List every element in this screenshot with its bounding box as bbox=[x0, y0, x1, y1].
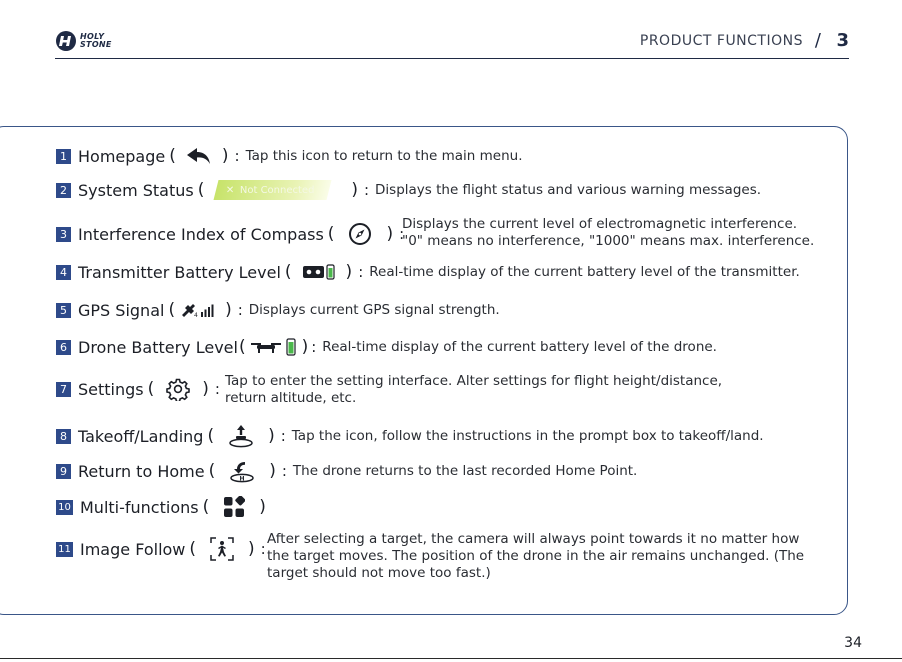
item-label: Drone Battery Level bbox=[78, 337, 238, 357]
close-paren: ) bbox=[345, 262, 353, 282]
item-compass-interference bbox=[56, 222, 410, 246]
close-paren: ) bbox=[351, 180, 358, 200]
x-icon: ✕ bbox=[226, 184, 235, 196]
item-description: Displays current GPS signal strength. bbox=[248, 301, 500, 318]
compass-icon bbox=[348, 222, 372, 246]
item-number: 7 bbox=[56, 382, 71, 397]
footer-divider bbox=[0, 658, 902, 659]
item-image-follow bbox=[56, 537, 272, 561]
close-paren: ) bbox=[221, 146, 229, 166]
logo-line1: HOLY bbox=[80, 32, 105, 41]
item-number: 2 bbox=[56, 183, 71, 198]
chapter-number: 3 bbox=[836, 30, 849, 51]
item-gps-signal bbox=[56, 300, 500, 320]
close-paren: ) bbox=[386, 224, 394, 244]
item-number: 11 bbox=[56, 542, 73, 557]
colon: : bbox=[280, 427, 286, 445]
item-number: 6 bbox=[56, 340, 71, 355]
open-paren: ( bbox=[327, 224, 335, 244]
close-paren: ) bbox=[259, 497, 266, 517]
description-line: Tap to enter the setting interface. Alter settings for flight height/distance, bbox=[225, 373, 723, 389]
item-homepage bbox=[56, 146, 523, 166]
compass-description bbox=[402, 216, 814, 250]
colon: : bbox=[311, 338, 317, 356]
image-follow-description bbox=[267, 531, 804, 582]
svg-text:H: H bbox=[239, 475, 245, 483]
holy-stone-logo bbox=[55, 30, 112, 52]
gps-signal-icon bbox=[180, 301, 218, 319]
item-number: 9 bbox=[56, 464, 71, 479]
title-separator: / bbox=[814, 30, 821, 51]
open-paren: ( bbox=[147, 379, 155, 399]
item-system-status bbox=[56, 180, 761, 200]
open-paren: ( bbox=[189, 539, 197, 559]
close-paren: ) bbox=[202, 379, 209, 399]
item-label: Interference Index of Compass bbox=[78, 224, 324, 244]
open-paren: ( bbox=[207, 426, 215, 446]
close-paren: ) bbox=[248, 539, 255, 559]
item-label: Homepage bbox=[78, 146, 166, 166]
open-paren: ( bbox=[202, 497, 210, 517]
colon: : bbox=[281, 462, 287, 480]
item-label: Return to Home bbox=[78, 461, 205, 481]
item-label: Takeoff/Landing bbox=[78, 426, 204, 446]
description-line: return altitude, etc. bbox=[225, 390, 357, 406]
settings-gear-icon bbox=[166, 377, 190, 401]
open-paren: ( bbox=[168, 300, 176, 320]
item-label: Transmitter Battery Level bbox=[78, 262, 281, 282]
drone-battery-icon bbox=[249, 337, 299, 357]
colon: : bbox=[358, 263, 364, 281]
description-line: "0" means no interference, "1000" means max. interference. bbox=[402, 233, 815, 249]
item-transmitter-battery bbox=[56, 262, 800, 282]
colon: : bbox=[260, 540, 266, 558]
colon: : bbox=[237, 301, 243, 319]
page-number: 34 bbox=[844, 635, 862, 651]
close-paren: ) bbox=[268, 426, 275, 446]
description-line: target should not move too fast.) bbox=[267, 565, 491, 581]
open-paren: ( bbox=[238, 337, 246, 357]
item-number: 4 bbox=[56, 265, 71, 280]
close-paren: ) bbox=[269, 461, 276, 481]
svg-text:4: 4 bbox=[194, 312, 198, 319]
section-title: PRODUCT FUNCTIONS bbox=[639, 33, 803, 49]
multi-functions-icon bbox=[223, 496, 245, 518]
item-label: Settings bbox=[78, 379, 144, 399]
colon: : bbox=[363, 181, 370, 199]
item-settings bbox=[56, 377, 226, 401]
settings-description bbox=[225, 373, 722, 407]
logo-line2: STONE bbox=[80, 40, 112, 49]
open-paren: ( bbox=[284, 262, 292, 282]
item-return-home bbox=[56, 459, 637, 483]
description-line: Displays the current level of electromagnetic interference. bbox=[402, 216, 798, 232]
status-text: Not Connected bbox=[240, 184, 316, 196]
item-drone-battery bbox=[56, 337, 717, 357]
item-number: 3 bbox=[56, 227, 71, 242]
page-header bbox=[55, 26, 849, 59]
item-description: Tap this icon to return to the main menu. bbox=[245, 147, 523, 164]
item-description: Real-time display of the current battery level of the drone. bbox=[322, 338, 717, 355]
item-takeoff-landing bbox=[56, 424, 764, 448]
description-line: After selecting a target, the camera will always point towards it no matter how bbox=[267, 531, 800, 547]
item-description: Displays the flight status and various warning messages. bbox=[375, 181, 762, 198]
image-follow-icon bbox=[210, 537, 234, 561]
item-description: Real-time display of the current battery level of the transmitter. bbox=[369, 263, 800, 280]
return-home-icon bbox=[229, 459, 255, 483]
item-label: GPS Signal bbox=[78, 300, 165, 320]
close-paren: ) bbox=[301, 337, 309, 357]
description-line: the target moves. The position of the drone in the air remains unchanged. (The bbox=[267, 548, 805, 564]
colon: : bbox=[234, 147, 240, 165]
item-number: 1 bbox=[56, 149, 71, 164]
item-multi-functions bbox=[56, 496, 270, 518]
item-description: The drone returns to the last recorded Home Point. bbox=[292, 462, 638, 479]
colon: : bbox=[399, 225, 405, 243]
item-number: 10 bbox=[56, 500, 73, 515]
status-indicator bbox=[216, 180, 329, 200]
logo-wordmark bbox=[80, 33, 112, 49]
logo-icon bbox=[55, 30, 77, 52]
open-paren: ( bbox=[169, 146, 176, 166]
back-arrow-icon bbox=[186, 147, 212, 165]
item-label: Multi-functions bbox=[80, 497, 199, 517]
item-label: Image Follow bbox=[80, 539, 186, 559]
open-paren: ( bbox=[208, 461, 216, 481]
open-paren: ( bbox=[197, 180, 205, 200]
item-number: 8 bbox=[56, 429, 71, 444]
item-label: System Status bbox=[78, 180, 194, 200]
item-number: 5 bbox=[56, 303, 71, 318]
takeoff-landing-icon bbox=[228, 424, 254, 448]
colon: : bbox=[214, 380, 220, 398]
item-description: Tap the icon, follow the instructions in the prompt box to takeoff/land. bbox=[291, 427, 764, 444]
close-paren: ) bbox=[225, 300, 232, 320]
transmitter-battery-icon bbox=[302, 263, 336, 281]
